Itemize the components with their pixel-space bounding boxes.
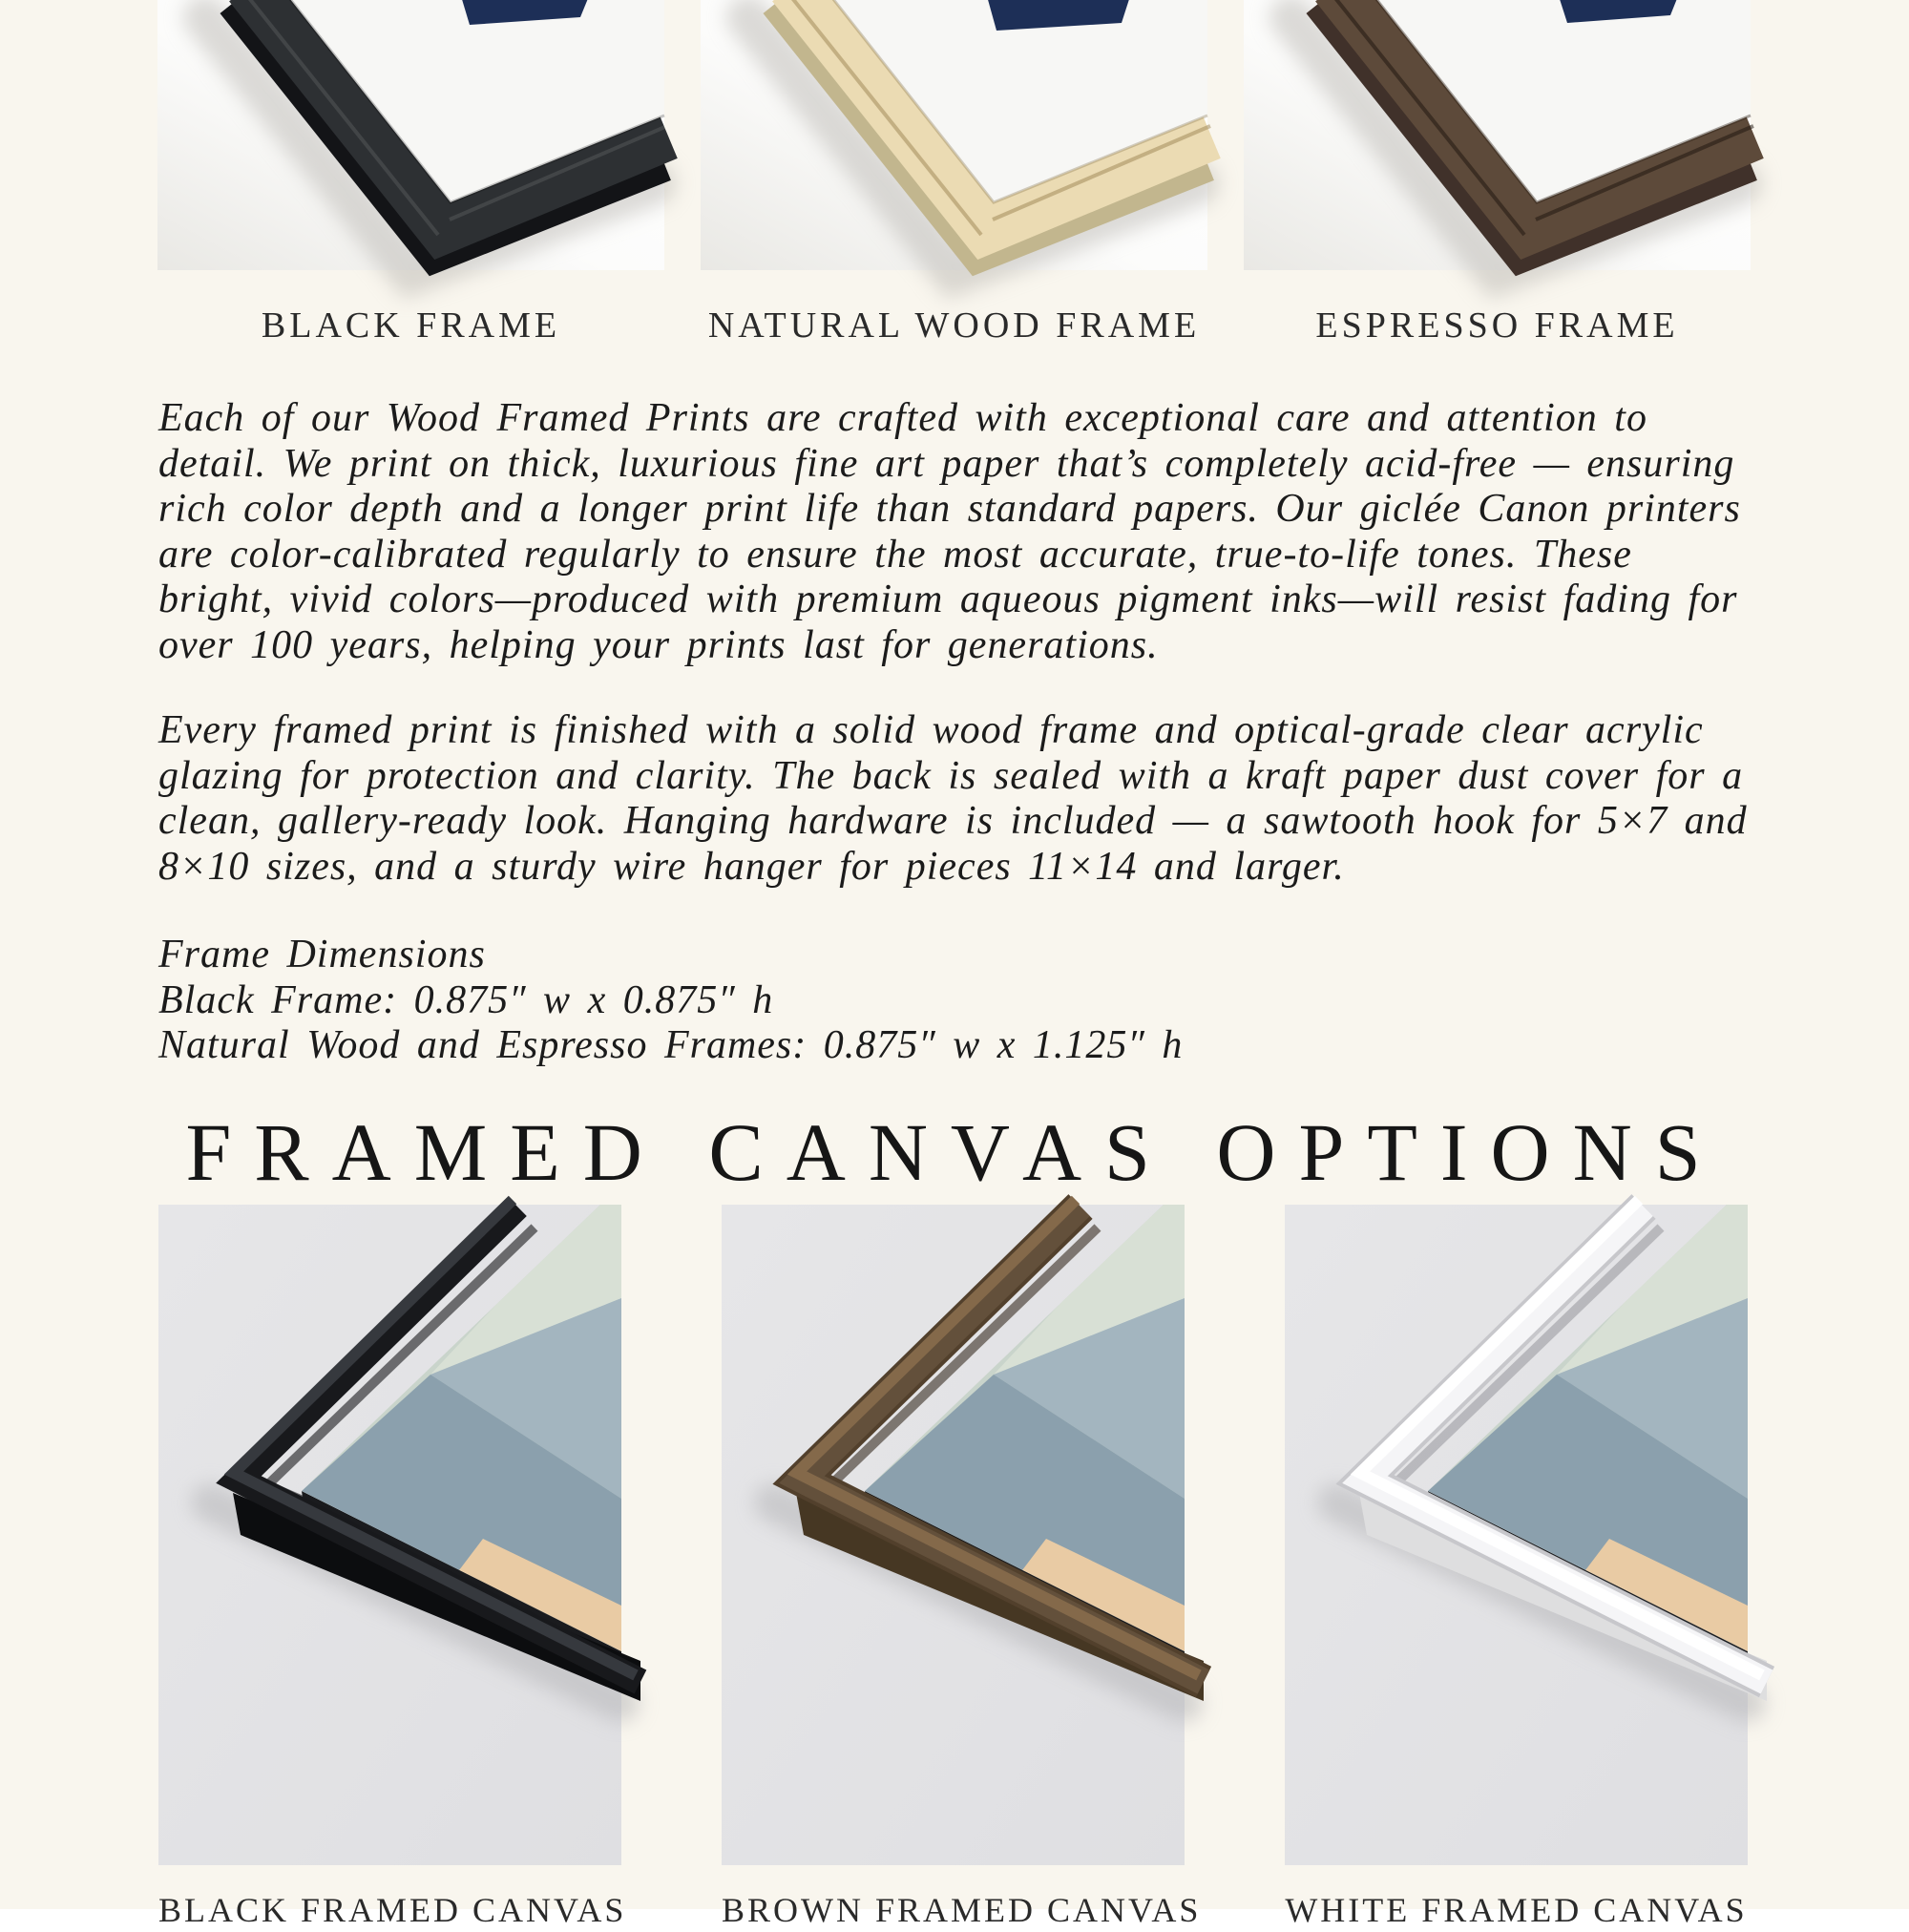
white-framed-canvas-photo: [1285, 1205, 1748, 1865]
black-framed-canvas-label: BLACK FRAMED CANVAS: [158, 1890, 627, 1929]
frame-dimensions: [158, 933, 1758, 1069]
frame-dimensions-wood-espresso: Natural Wood and Espresso Frames: 0.875″ w x 1.125″ h: [158, 1023, 1184, 1067]
framed-canvas-gallery: [0, 1205, 1909, 1932]
framed-canvas-card-brown: [722, 1205, 1202, 1932]
description-paragraph-2: Every framed print is finished with a solid wood frame and optical-grade clear acrylic glazing for protection and clarity. The back is sealed with a kraft paper dust cover for a clean, gallery-ready look. Hanging hardware is included — a sawtooth hook for 5×7 and 8×10 sizes, and a sturdy wire hanger for pieces 11×14 and larger.: [158, 708, 1748, 889]
espresso-frame-photo: [1244, 0, 1751, 270]
framed-canvas-card-white: [1285, 1205, 1748, 1932]
framed-canvas-heading: FRAMED CANVAS OPTIONS: [185, 1105, 1724, 1198]
white-framed-canvas-label: WHITE FRAMED CANVAS: [1285, 1890, 1748, 1929]
black-framed-canvas-photo: [158, 1205, 621, 1865]
wood-frame-gallery: [0, 0, 1909, 348]
espresso-frame-label: ESPRESSO FRAME: [1315, 305, 1679, 346]
frame-dimensions-title: Frame Dimensions: [158, 933, 486, 976]
framed-canvas-card-black: [158, 1205, 627, 1932]
natural-wood-frame-photo: [701, 0, 1207, 270]
wood-frame-card-espresso: [1244, 0, 1751, 348]
frame-dimensions-black: Black Frame: 0.875″ w x 0.875″ h: [158, 977, 774, 1022]
brown-framed-canvas-label: BROWN FRAMED CANVAS: [722, 1890, 1202, 1929]
black-frame-label: BLACK FRAME: [261, 305, 561, 346]
black-frame-photo: [157, 0, 664, 270]
description-paragraph-1: Each of our Wood Framed Prints are crafted with exceptional care and attention to detail. We print on thick, luxurious fine art paper that’s completely acid-free — ensuring rich color depth and a longer print life than standard papers. Our giclée Canon printers are color-calibrated regularly to ensure the most accurate, true-to-life tones. These bright, vivid colors—produced with premium aqueous pigment inks—will resist fading for over 100 years, helping your prints last for generations.: [158, 396, 1741, 667]
product-description: [158, 396, 1758, 1069]
natural-wood-frame-label: NATURAL WOOD FRAME: [707, 305, 1201, 346]
wood-frame-card-black: [157, 0, 664, 348]
wood-frame-card-natural: [701, 0, 1207, 348]
brown-framed-canvas-photo: [722, 1205, 1185, 1865]
